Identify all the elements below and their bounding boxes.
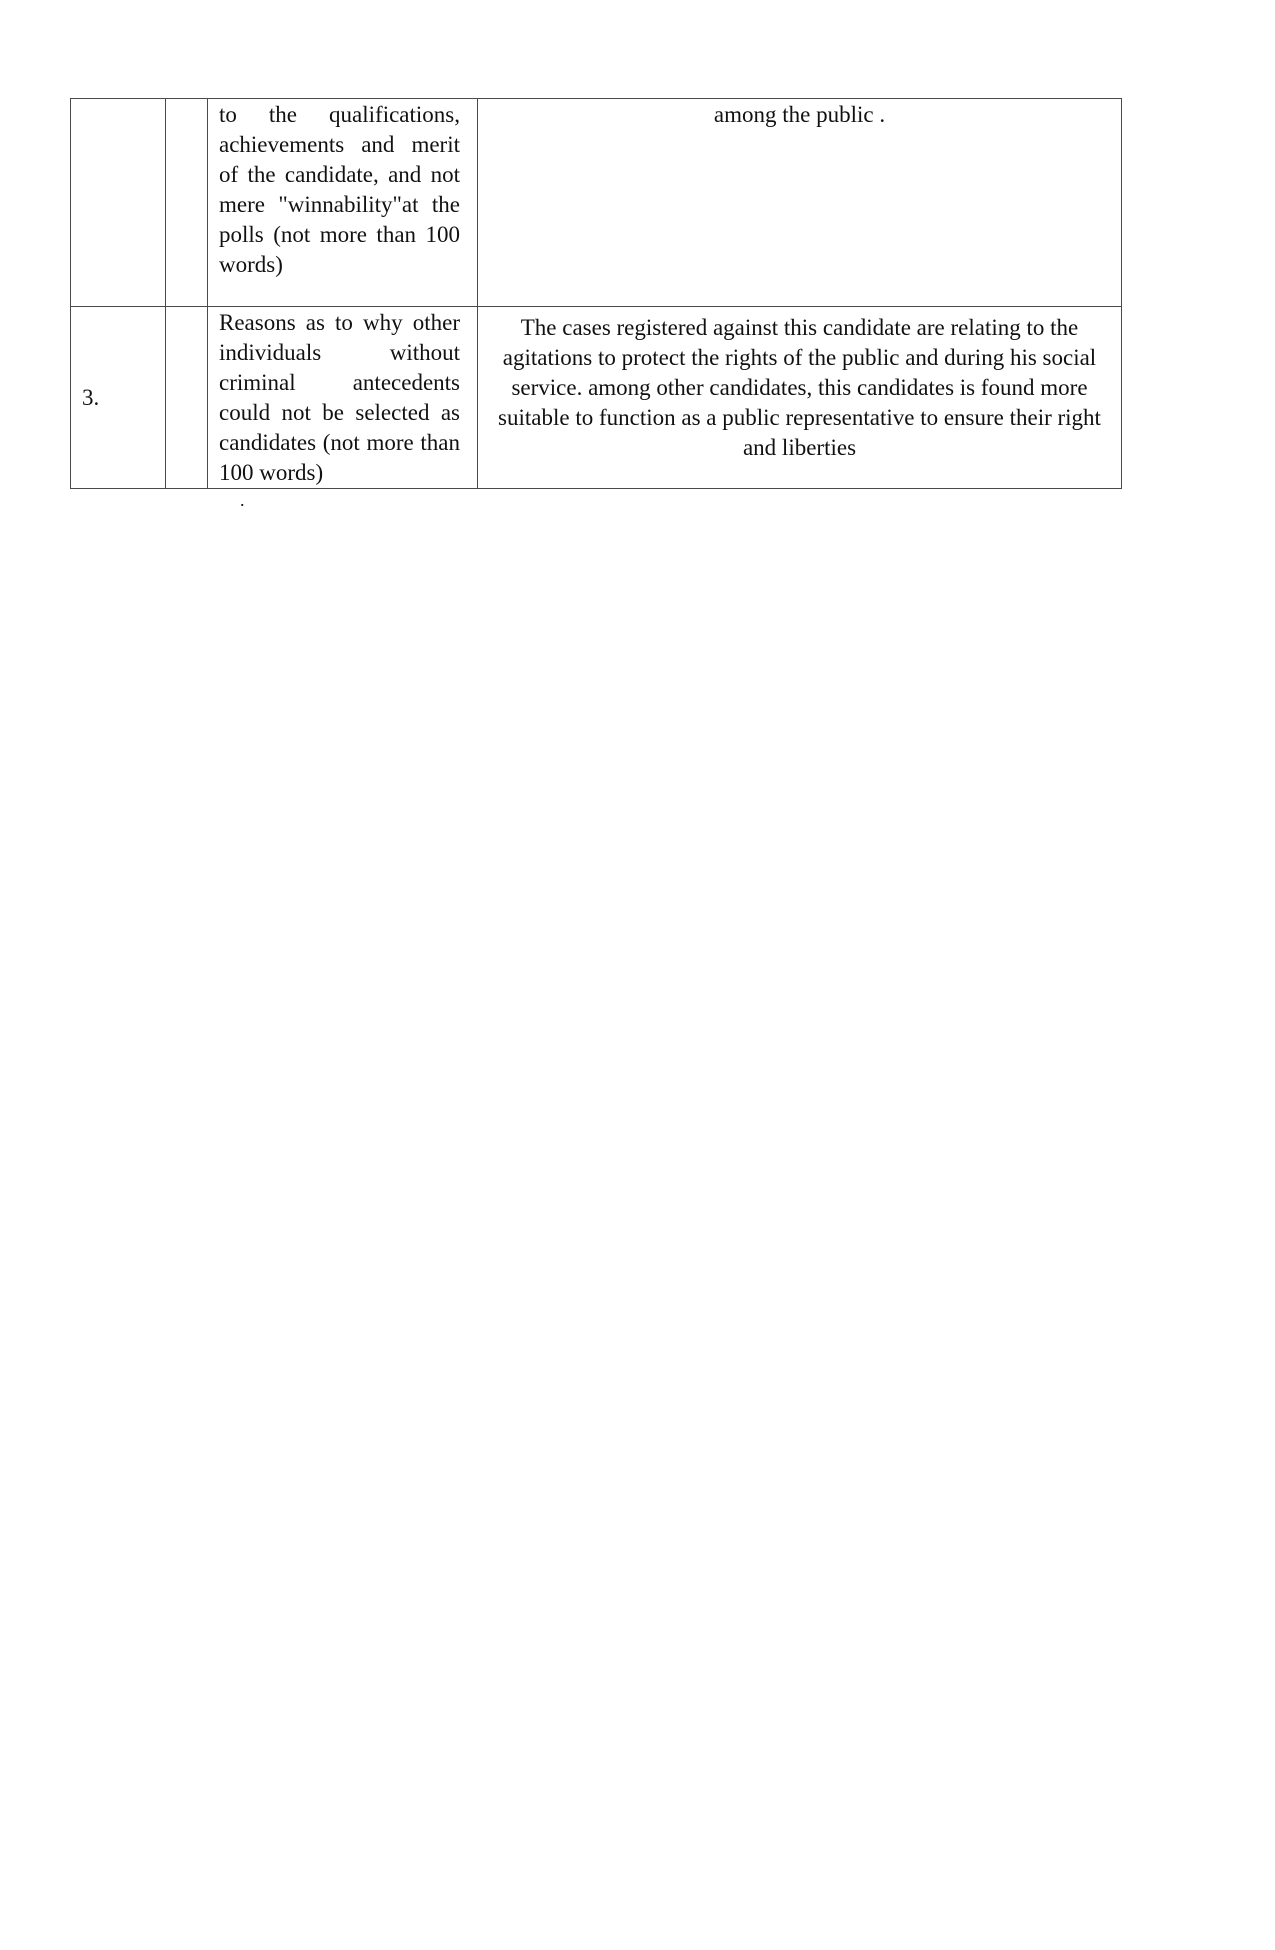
table-row [71, 307, 1122, 489]
serial-number-cell: 3. [71, 307, 166, 489]
blank-cell [166, 307, 208, 489]
question-cell: to the qualifications, achievements and merit of the candidate, and not mere "winnability"at the polls (not more than 100 words) [208, 99, 478, 307]
answer-cell: among the public . [478, 99, 1122, 307]
footnote-dot: . [240, 490, 245, 510]
table-row [71, 99, 1122, 307]
serial-number-cell [71, 99, 166, 307]
question-cell: Reasons as to why other individuals without criminal antecedents could not be selected as candidates (not more than 100 words) [208, 307, 478, 489]
affidavit-table [70, 98, 1122, 489]
answer-cell: The cases registered against this candidate are relating to the agitations to protect the rights of the public and during his social service. among other candidates, this candidates is found more suitable to function as a public representative to ensure their right and liberties [478, 307, 1122, 489]
blank-cell [166, 99, 208, 307]
